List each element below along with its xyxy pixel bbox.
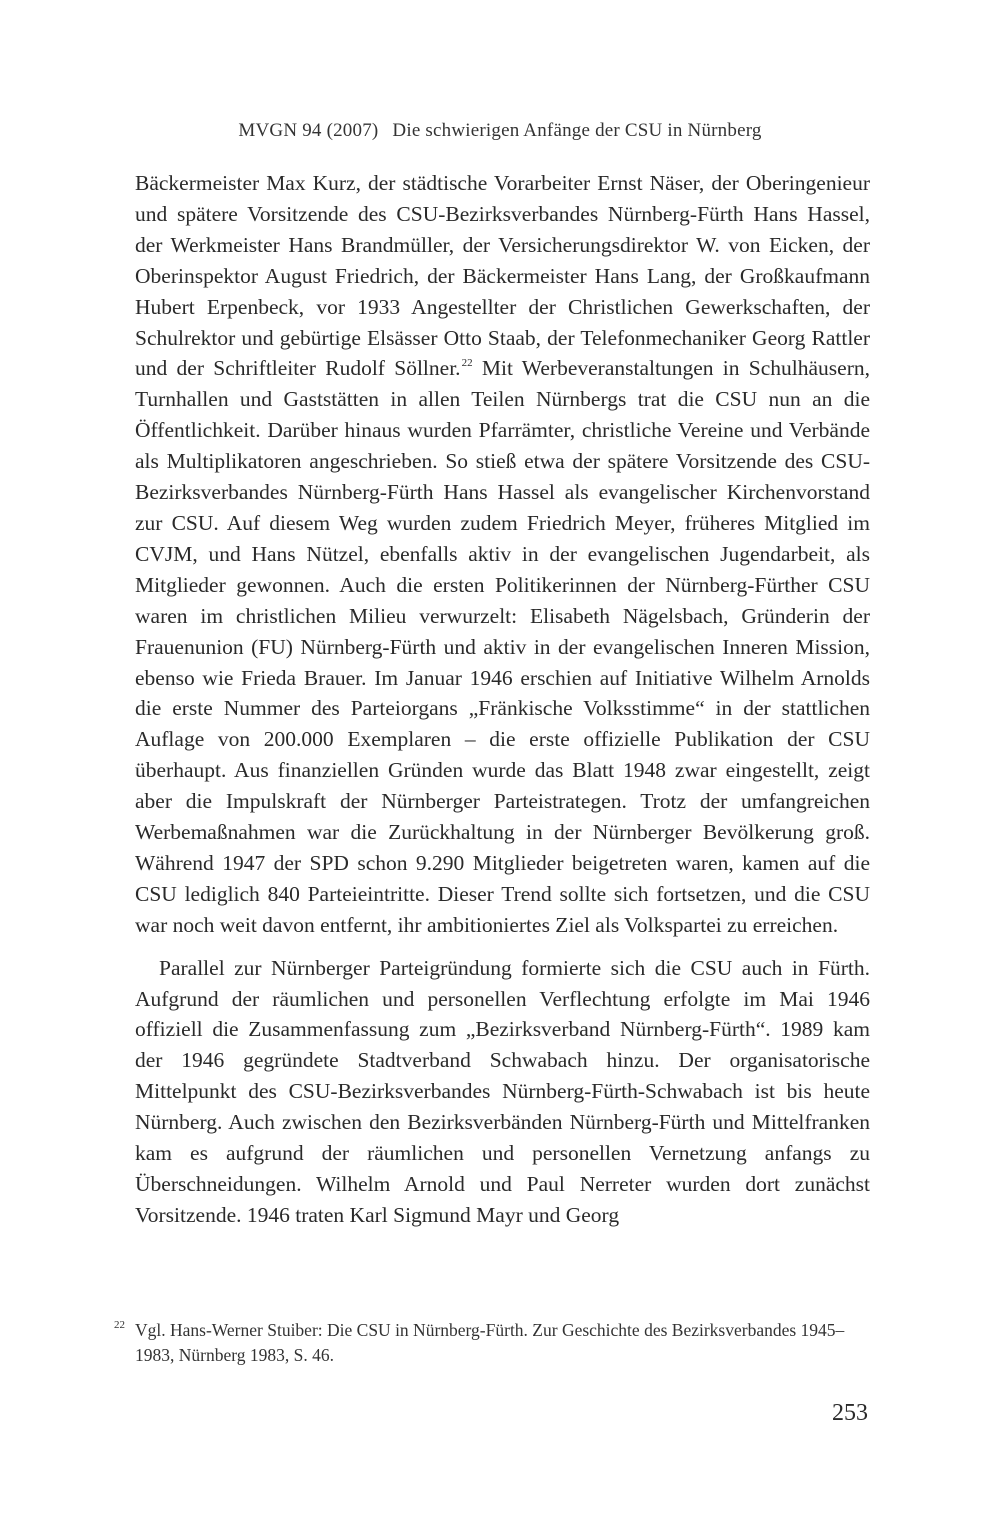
paragraph-1 <box>135 168 870 941</box>
footnote-text: Vgl. Hans-Werner Stuiber: Die CSU in Nürnberg-Fürth. Zur Geschichte des Bezirksverbandes 1945–1983, Nürnberg 1983, S. 46. <box>135 1320 845 1365</box>
paragraph-1-text-a: Bäckermeister Max Kurz, der städtische Vorarbeiter Ernst Näser, der Oberingenieur und spätere Vorsitzende des CSU-Bezirksverbandes Nürnberg-Fürth Hans Hassel, der Werkmeister Hans Brandmüller, der Versicherungsdirektor W. von Eicken, der Oberinspektor August Friedrich, der Bäckermeister Hans Lang, der Großkaufmann Hubert Erpenbeck, vor 1933 Angestellter der Christlichen Gewerkschaften, der Schulrektor und gebürtige Elsässer Otto Staab, der Telefonmechaniker Georg Rattler und der Schriftleiter Rudolf Söllner. <box>135 171 870 381</box>
body-text <box>135 168 870 1231</box>
paragraph-1-text-b: Mit Werbeveranstaltungen in Schulhäusern, Turnhallen und Gaststätten in allen Teilen Nürnbergs trat die CSU nun an die Öffentlichkeit. Darüber hinaus wurden Pfarrämter, christliche Vereine und Verbände als Multiplikatoren angeschrieben. So stieß etwa der spätere Vorsitzende des CSU-Bezirksverbandes Nürnberg-Fürth Hans Hassel als evangelischer Kirchenvorstand zur CSU. Auf diesem Weg wurden zudem Friedrich Meyer, früheres Mitglied im CVJM, und Hans Nützel, ebenfalls aktiv in der evangelischen Jugendarbeit, als Mitglieder gewonnen. Auch die ersten Politikerinnen der Nürnberg-Fürther CSU waren im christlichen Milieu verwurzelt: Elisabeth Nägelsbach, Gründerin der Frauenunion (FU) Nürnberg-Fürth und aktiv in der evangelischen Inneren Mission, ebenso wie Frieda Brauer. Im Januar 1946 erschien auf Initiative Wilhelm Arnolds die erste Nummer des Parteiorgans „Fränkische Volksstimme“ in der stattlichen Auflage von 200.000 Exemplaren – die erste offizielle Publikation der CSU überhaupt. Aus finanziellen Gründen wurde das Blatt 1948 zwar eingestellt, zeigt aber die Impulskraft der Nürnberger Parteistrategen. Trotz der umfangreichen Werbemaßnahmen war die Zurückhaltung in der Nürnberger Bevölkerung groß. Während 1947 der SPD schon 9.290 Mitglieder beigetreten waren, kamen auf die CSU lediglich 840 Parteieintritte. Dieser Trend sollte sich fortsetzen, und die CSU war noch weit davon entfernt, ihr ambitioniertes Ziel als Volkspartei zu erreichen. <box>135 356 871 937</box>
paragraph-2: Parallel zur Nürnberger Parteigründung formierte sich die CSU auch in Fürth. Aufgrund der räumlichen und personellen Verflechtung erfolgte im Mai 1946 offiziell die Zusammenfassung zum „Bezirksverband Nürnberg-Fürth“. 1989 kam der 1946 gegründete Stadtverband Schwabach hinzu. Der organisatorische Mittelpunkt des CSU-Bezirksverbandes Nürnberg-Fürth-Schwabach ist bis heute Nürnberg. Auch zwischen den Bezirksverbänden Nürnberg-Fürth und Mittelfranken kam es aufgrund der räumlichen und personellen Vernetzung anfangs zu Überschneidungen. Wilhelm Arnold und Paul Nerreter wurden dort zunächst Vorsitzende. 1946 traten Karl Sigmund Mayr und Georg <box>135 955 870 1227</box>
footnote-reference: 22 <box>461 357 473 370</box>
page-number: 253 <box>832 1400 868 1426</box>
article-title: Die schwierigen Anfänge der CSU in Nürnberg <box>392 120 762 141</box>
journal-reference: MVGN 94 (2007) <box>238 120 379 141</box>
footnote-number: 22 <box>114 1319 125 1331</box>
running-head <box>0 120 1000 142</box>
footnote <box>114 1318 870 1368</box>
